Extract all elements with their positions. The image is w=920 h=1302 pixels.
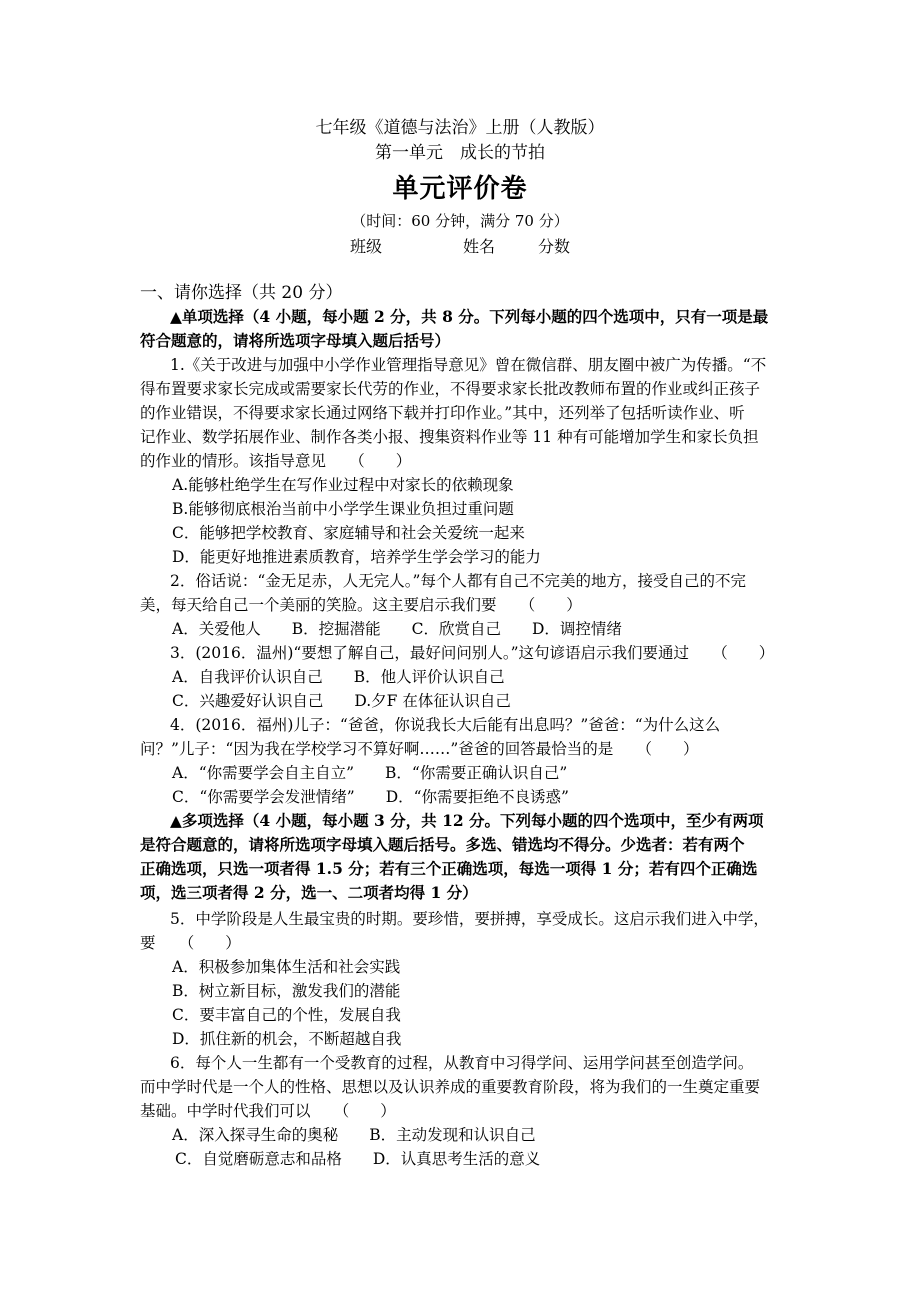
question-6-text: 6．每个人一生都有一个受教育的过程，从教育中习得学问、运用学问甚至创造学问。	[170, 1054, 754, 1072]
question-5-text: 要 （ ）	[140, 934, 241, 952]
question-4-option: C．“你需要学会发泄情绪” D．“你需要拒绝不良诱惑”	[172, 788, 569, 806]
multi-choice-instruction: ▲多项选择（4 小题，每小题 3 分，共 12 分。下列每小题的四个选项中，至少有两项	[170, 811, 764, 830]
section-heading: 一、请你选择（共 20 分）	[140, 283, 343, 303]
question-2-text: 2．俗话说：“金无足赤，人无完人。”每个人都有自己不完美的地方，接受自己的不完	[170, 572, 746, 590]
question-1-text: 1.《关于改进与加强中小学作业管理指导意见》曾在微信群、朋友圈中被广为传播。“不	[170, 356, 767, 374]
single-choice-instruction: ▲单项选择（4 小题，每小题 2 分，共 8 分。下列每小题的四个选项中，只有一项是最	[170, 307, 769, 326]
question-1-text: 得布置要求家长完成或需要家长代劳的作业，不得要求家长批改教师布置的作业或纠正孩子	[140, 380, 761, 398]
question-5-option: D．抓住新的机会，不断超越自我	[172, 1030, 402, 1048]
question-1-option: B.能够彻底根治当前中小学学生课业负担过重问题	[172, 500, 514, 518]
class-label: 班级	[350, 237, 383, 256]
question-3-option: C．兴趣爱好认识自己 D.夕F 在体征认识自己	[172, 692, 511, 710]
question-1-option: A.能够杜绝学生在写作业过程中对家长的依赖现象	[172, 476, 514, 494]
question-6-option: C．自觉磨砺意志和品格 D．认真思考生活的意义	[175, 1150, 541, 1168]
question-1-text: 的作业错误，不得要求家长通过网络下载并打印作业。”其中，还列举了包括听读作业、听	[140, 404, 745, 422]
question-5-option: C．要丰富自己的个性，发展自我	[172, 1006, 401, 1024]
unit-title: 第一单元 成长的节拍	[375, 143, 545, 163]
multi-choice-instruction: 是符合题意的，请将所选项字母填入题后括号。多选、错选均不得分。少选者：若有两个	[140, 835, 745, 854]
question-1-text: 记作业、数学拓展作业、制作各类小报、搜集资料作业等 11 种有可能增加学生和家长负担	[140, 428, 759, 446]
question-3-text: 3．(2016．温州)“要想了解自己，最好问问别人。”这句谚语启示我们要通过 （ ）	[170, 644, 775, 662]
question-6-text: 基础。中学时代我们可以 （ ）	[140, 1102, 396, 1120]
single-choice-instruction: 符合题意的，请将所选项字母填入题后括号）	[140, 331, 451, 350]
question-2-option: A．关爱他人 B．挖掘潜能 C．欣赏自己 D．调控情绪	[172, 620, 622, 638]
question-5-option: B．树立新目标，激发我们的潜能	[172, 982, 401, 1000]
question-6-text: 而中学时代是一个人的性格、思想以及认识养成的重要教育阶段，将为我们的一生奠定重要	[140, 1078, 761, 1096]
question-2-text: 美，每天给自己一个美丽的笑脸。这主要启示我们要 （ ）	[140, 596, 582, 614]
time-info: （时间：60 分钟，满分 70 分）	[351, 212, 569, 230]
multi-choice-instruction: 项，选三项者得 2 分，选一、二项者均得 1 分）	[140, 883, 478, 902]
question-1-text: 的作业的情形。该指导意见 （ ）	[140, 452, 412, 470]
question-5-option: A．积极参加集体生活和社会实践	[172, 958, 401, 976]
score-label: 分数	[538, 237, 571, 256]
page-title: 单元评价卷	[392, 174, 528, 204]
question-4-text: 问？”儿子：“因为我在学校学习不算好啊……”爸爸的回答最恰当的是 （ ）	[140, 740, 699, 758]
course-title: 七年级《道德与法治》上册（人教版）	[315, 118, 605, 138]
multi-choice-instruction: 正确选项，只选一项者得 1.5 分；若有三个正确选项，每选一项得 1 分；若有四个正确选	[140, 859, 758, 878]
question-4-option: A．“你需要学会自主自立” B．“你需要正确认识自己”	[172, 764, 568, 782]
question-3-option: A．自我评价认识自己 B．他人评价认识自己	[172, 668, 505, 686]
question-5-text: 5．中学阶段是人生最宝贵的时期。要珍惜，要拼搏，享受成长。这启示我们进入中学，	[170, 910, 769, 928]
question-1-option: D．能更好地推进素质教育，培养学生学会学习的能力	[172, 548, 541, 566]
name-label: 姓名	[463, 237, 496, 256]
question-1-option: C．能够把学校教育、家庭辅导和社会关爱统一起来	[172, 524, 525, 542]
question-4-text: 4．(2016．福州)儿子：“爸爸，你说我长大后能有出息吗？”爸爸：“为什么这么	[170, 716, 721, 734]
question-6-option: A．深入探寻生命的奥秘 B．主动发现和认识自己	[172, 1126, 536, 1144]
